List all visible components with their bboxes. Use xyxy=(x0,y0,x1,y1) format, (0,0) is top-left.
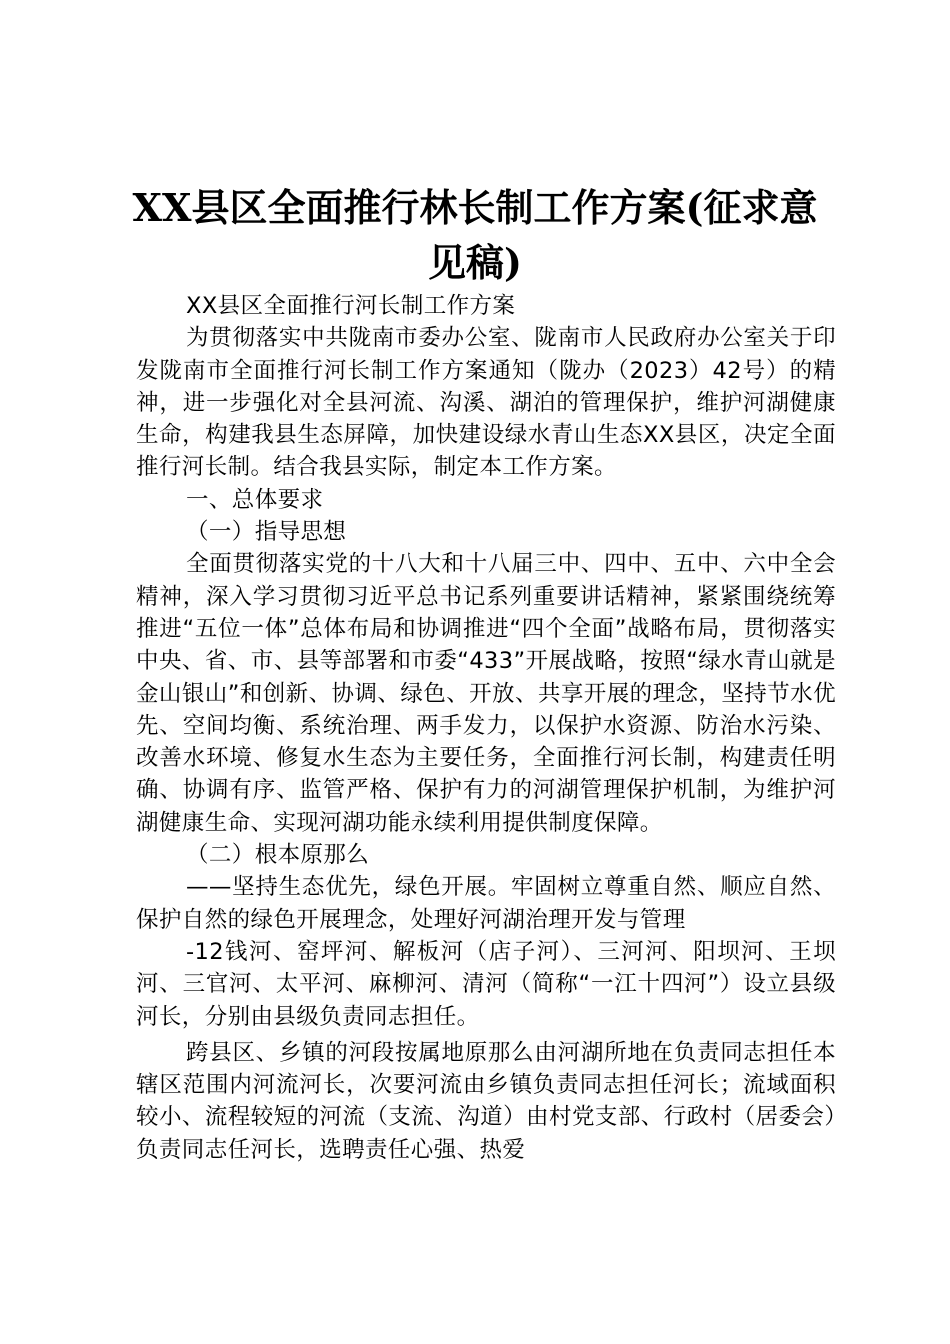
paragraph-county-river-chiefs: -12钱河、窑坪河、解板河（店子河）、三河河、阳坝河、王坝河、三官河、太平河、麻柳河、清河（简称“一江十四河”）设立县级河长，分别由县级负责同志担任。 xyxy=(136,938,836,1030)
heading-general-requirements: 一、总体要求 xyxy=(186,486,324,513)
paragraph-intro: 为贯彻落实中共陇南市委办公室、陇南市人民政府办公室关于印发陇南市全面推行河长制工作方案通知（陇办（2023）42号）的精神，进一步强化对全县河流、沟溪、湖泊的管理保护，维护河湖健康生命，构建我县生态屏障，加快建设绿水青山生态XX县区，决定全面推行河长制。结合我县实际，制定本工作方案。 xyxy=(136,325,836,481)
heading-basic-principles: （二）根本原那么 xyxy=(186,842,370,869)
paragraph-cross-county: 跨县区、乡镇的河段按属地原那么由河湖所地在负责同志担任本辖区范围内河流河长，次要河流由乡镇负责同志担任河长；流域面积较小、流程较短的河流（支流、沟道）由村党支部、行政村（居委会）负责同志任河长，选聘责任心强、热爱 xyxy=(136,1039,836,1163)
paragraph-subtitle: XX县区全面推行河长制工作方案 xyxy=(186,293,516,319)
paragraph-ecology-first: ——坚持生态优先，绿色开展。牢固树立尊重自然、顺应自然、保护自然的绿色开展理念，处理好河湖治理开发与管理 xyxy=(136,874,836,933)
document-title: XX县区全面推行林长制工作方案(征求意见稿) xyxy=(132,185,818,285)
heading-guiding-ideology: （一）指导思想 xyxy=(186,519,347,546)
paragraph-guiding-ideology: 全面贯彻落实党的十八大和十八届三中、四中、五中、六中全会精神，深入学习贯彻习近平总书记系列重要讲话精神，紧紧围绕统筹推进“五位一体”总体布局和协调推进“四个全面”战略布局，贯彻落实中央、省、市、县等部署和市委“433”开展战略，按照“绿水青山就是金山银山”和创新、协调、绿色、开放、共享开展的理念，坚持节水优先、空间均衡、系统治理、两手发力，以保护水资源、防治水污染、改善水环境、修复水生态为主要任务，全面推行河长制，构建责任明确、协调有序、监管严格、保护有力的河湖管理保护机制，为维护河湖健康生命、实现河湖功能永续利用提供制度保障。 xyxy=(136,551,836,836)
document-body xyxy=(136,290,836,1166)
